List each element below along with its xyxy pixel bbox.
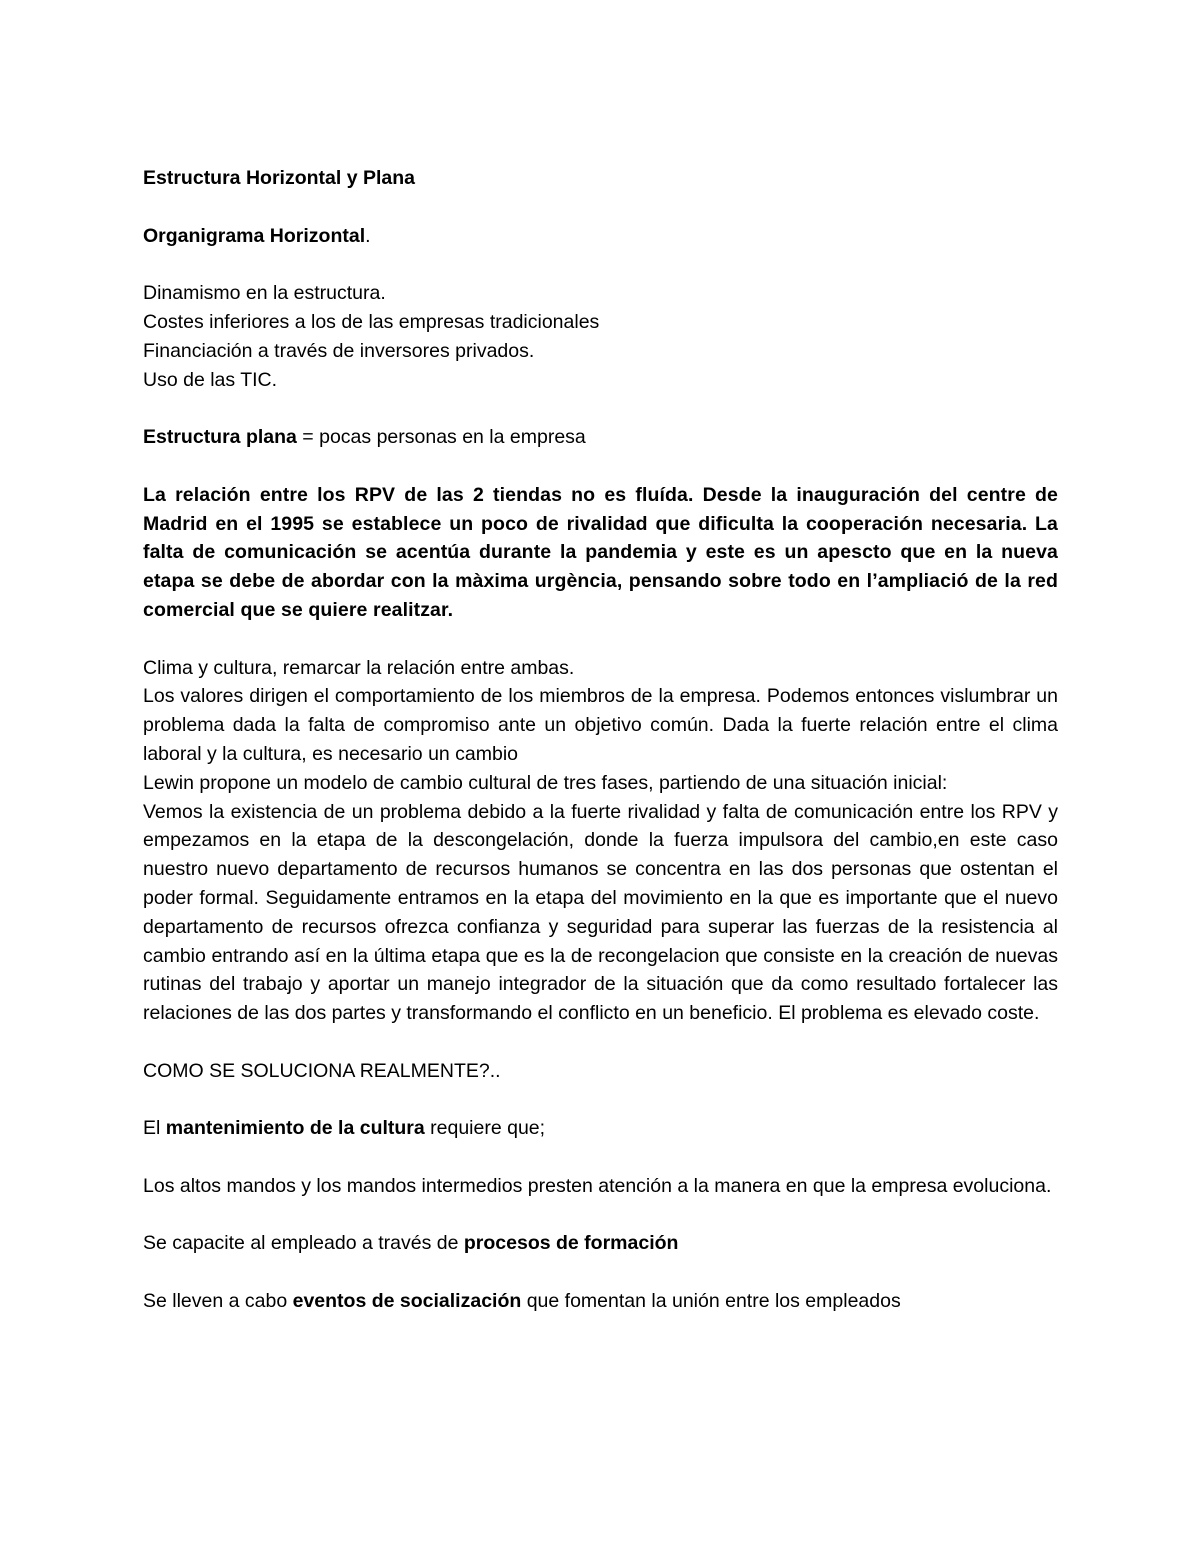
spacer xyxy=(143,1086,1058,1115)
sub-heading xyxy=(143,222,1058,251)
mantenimiento-bold: mantenimiento de la cultura xyxy=(165,1117,425,1140)
list-line: Costes inferiores a los de las empresas tradicionales xyxy=(143,310,600,333)
list-line: Uso de las TIC. xyxy=(143,368,278,391)
altos-mandos-paragraph: Los altos mandos y los mandos intermedios presten atención a la manera en que la empresa evoluciona. xyxy=(143,1174,1052,1197)
document-page xyxy=(143,164,1058,1316)
spacer xyxy=(143,1201,1058,1230)
document-heading: Estructura Horizontal y Plana xyxy=(143,167,415,189)
spacer xyxy=(143,1028,1058,1057)
sub-heading-tail: . xyxy=(365,224,371,247)
plana-tail: = pocas personas en la empresa xyxy=(296,426,586,449)
question-line: COMO SE SOLUCIONA REALMENTE?.. xyxy=(143,1059,501,1082)
capacite-bold: procesos de formación xyxy=(463,1232,679,1255)
mantenimiento-line: El mantenimiento de la cultura requiere que; xyxy=(143,1117,546,1140)
spacer xyxy=(143,452,1058,481)
sub-heading-bold: Organigrama Horizontal xyxy=(143,224,366,247)
spacer xyxy=(143,250,1058,279)
bold-paragraph: La relación entre los RPV de las 2 tiendas no es fluída. Desde la inauguración del centre de Madrid en el 1995 se establece un poco de rivalidad que dificulta la cooperación necesaria. La falta de comunicación se acentúa durante la pandemia y este es un apescto que en la nueva etapa se debe de abordar con la màxima urgència, pensando sobre todo en l’ampliació de la red comercial que se quiere realitzar. xyxy=(143,483,1058,621)
eventos-line: Se lleven a cabo eventos de socialización que fomentan la unión entre los empleados xyxy=(143,1290,901,1313)
spacer xyxy=(143,193,1058,222)
spacer xyxy=(143,625,1058,654)
spacer xyxy=(143,1258,1058,1287)
plana-line xyxy=(143,423,1058,452)
plana-bold: Estructura plana xyxy=(143,426,297,449)
list-line: Financiación a través de inversores privados. xyxy=(143,339,535,362)
spacer xyxy=(143,1143,1058,1172)
vemos-paragraph: Vemos la existencia de un problema debido a la fuerte rivalidad y falta de comunicación entre los RPV y empezamos en la etapa de la descongelación, donde la fuerza impulsora del cambio,en este caso nuestro nuevo departamento de recursos humanos se concentra en las dos personas que ostentan el poder formal. Seguidamente entramos en la etapa del movimiento en la que es importante que el nuevo departamento de recursos ofrezca confianza y seguridad para superar las fuerzas de la resistencia al cambio entrando así en la última etapa que es la de recongelacion que consiste en la creación de nuevas rutinas del trabajo y aportar un manejo integrador de la situación que da como resultado fortalecer las relaciones de las dos partes y transformando el conflicto en un beneficio. El problema es elevado coste. xyxy=(143,800,1058,1025)
valores-paragraph: Los valores dirigen el comportamiento de los miembros de la empresa. Podemos entonces vislumbrar un problema dada la falta de compromiso ante un objetivo común. Dada la fuerte relación entre el clima laboral y la cultura, es necesario un cambio xyxy=(143,685,1058,765)
spacer xyxy=(143,394,1058,423)
capacite-line: Se capacite al empleado a través de procesos de formación xyxy=(143,1232,679,1255)
clima-line: Clima y cultura, remarcar la relación entre ambas. xyxy=(143,656,575,679)
eventos-bold: eventos de socialización xyxy=(292,1290,522,1313)
lewin-line: Lewin propone un modelo de cambio cultural de tres fases, partiendo de una situación inicial: xyxy=(143,771,948,794)
list-line: Dinamismo en la estructura. xyxy=(143,282,386,305)
